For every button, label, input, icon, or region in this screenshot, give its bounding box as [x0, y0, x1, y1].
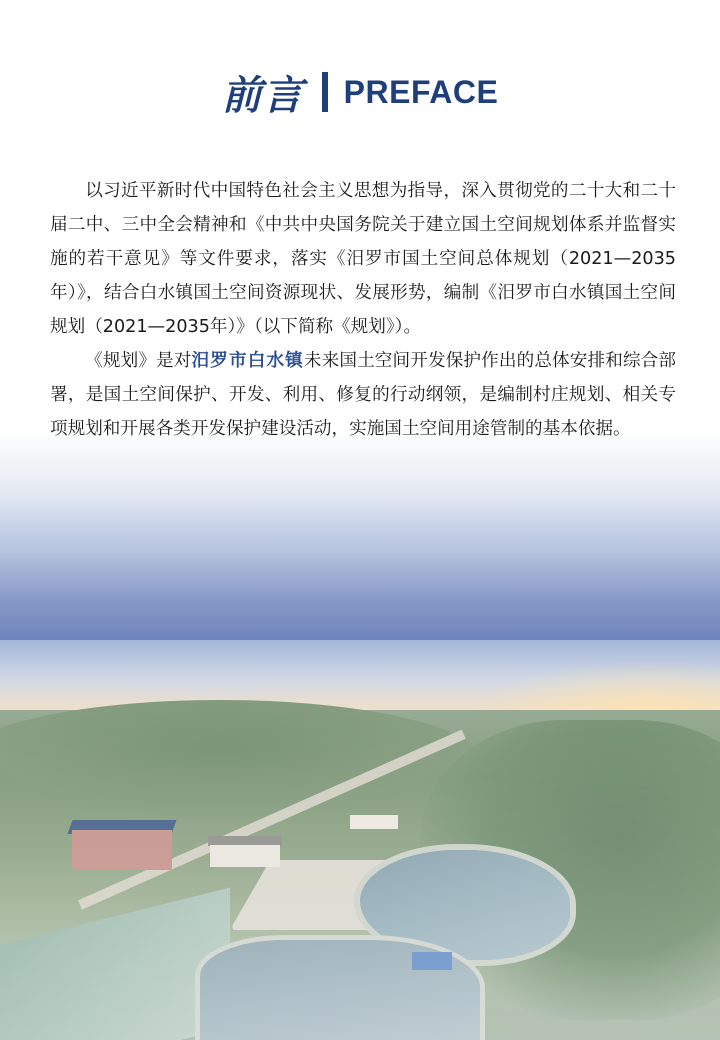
paragraph-2: [50, 344, 676, 446]
heading-title-cn: 前言: [221, 72, 304, 119]
page-heading: [0, 62, 720, 122]
paragraph-2-before: 《规划》是对: [85, 351, 192, 371]
paragraph-1: 以习近平新时代中国特色社会主义思想为指导，深入贯彻党的二十大和二十届二中、三中全会精神和《中共中央国务院关于建立国土空间规划体系并监督实施的若干意见》等文件要求，落实《汨罗市国土空间总体规划（2021—2035年）》，结合白水镇国土空间资源现状、发展形势，编制《汨罗市白水镇国土空间规划（2021—2035年）》（以下简称《规划》）。: [50, 181, 676, 337]
heading-separator: [322, 72, 328, 112]
highlight-town-name: 汨罗市白水镇: [191, 351, 304, 371]
heading-title-en: PREFACE: [343, 73, 499, 110]
preface-body: [50, 174, 676, 446]
paragraph-2-after: 未来国土空间开发保护作出的总体安排和综合部署，是国土空间保护、开发、利用、修复的行动纲领，是编制村庄规划、相关专项规划和开展各类开发保护建设活动，实施国土空间用途管制的基本依据。: [50, 351, 676, 439]
photo-haze: [0, 640, 720, 1040]
town-aerial-photo: [0, 640, 720, 1040]
